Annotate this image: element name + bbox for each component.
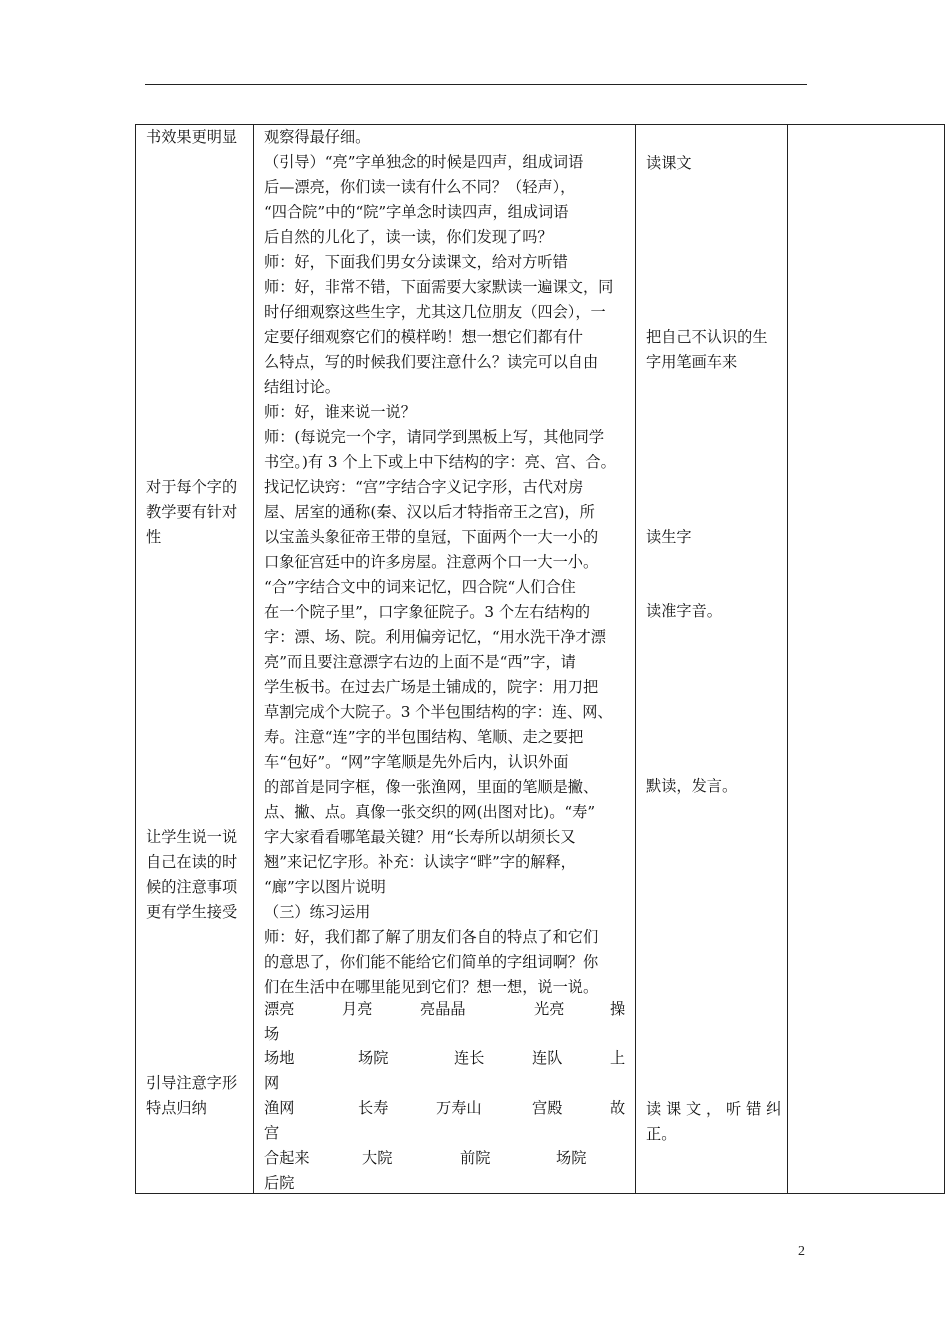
text-line: 书空。)有 3 个上下或上中下结构的字：亮、宫、合。 bbox=[264, 453, 616, 471]
teacher-activity-text bbox=[264, 125, 616, 1000]
activity-line: 读课文 bbox=[646, 154, 692, 172]
word: 漂亮 bbox=[264, 1000, 295, 1018]
student-activity-2 bbox=[646, 325, 768, 375]
note-line: 候的注意事项 bbox=[146, 878, 238, 896]
word: 大院 bbox=[362, 1149, 393, 1167]
word: 故 bbox=[610, 1099, 626, 1117]
activity-line: 读准字音。 bbox=[646, 602, 722, 620]
word: 渔网 bbox=[264, 1099, 295, 1117]
text-line: 的部首是同字框，像一张渔网，里面的笔顺是撇、 bbox=[264, 778, 599, 796]
text-line: 师：好，下面我们男女分读课文，给对方听错 bbox=[264, 253, 568, 271]
text-line: （引导）“亮”字单独念的时候是四声，组成词语 bbox=[264, 153, 584, 171]
word: 后院 bbox=[264, 1174, 295, 1192]
activity-line: 把自己不认识的生 bbox=[646, 328, 768, 346]
text-line: 口象征宫廷中的许多房屋。注意两个口一大一小。 bbox=[264, 553, 599, 571]
note-line: 更有学生接受 bbox=[146, 903, 238, 921]
word: 长寿 bbox=[358, 1099, 389, 1117]
text-line: 后自然的儿化了，读一读，你们发现了吗？ bbox=[264, 228, 553, 246]
word: 上 bbox=[610, 1049, 626, 1067]
word: 连队 bbox=[532, 1049, 563, 1067]
text-line: 结组讨论。 bbox=[264, 378, 340, 396]
activity-line: 默读，发言。 bbox=[646, 777, 738, 795]
header-rule bbox=[145, 84, 807, 85]
text-line: 屋、居室的通称(秦、汉以后才特指帝王之宫)，所 bbox=[264, 503, 595, 521]
word-row bbox=[264, 1046, 626, 1071]
word: 前院 bbox=[460, 1149, 491, 1167]
design-note-1 bbox=[146, 125, 237, 150]
column-divider bbox=[635, 125, 636, 1193]
text-line: 定要仔细观察它们的模样哟！想一想它们都有什 bbox=[264, 328, 583, 346]
student-activity-4 bbox=[646, 599, 722, 624]
word: 网 bbox=[264, 1074, 280, 1092]
note-line: 性 bbox=[146, 528, 162, 546]
text-line: 师：(每说完一个字，请同学到黑板上写，其他同学 bbox=[264, 428, 605, 446]
word-row bbox=[264, 1146, 626, 1171]
word: 连长 bbox=[454, 1049, 485, 1067]
note-line: 教学要有针对 bbox=[146, 503, 238, 521]
text-line: 找记忆诀窍：“宫”字结合字义记字形，古代对房 bbox=[264, 478, 584, 496]
text-line: 师：好，谁来说一说？ bbox=[264, 403, 416, 421]
word-row bbox=[264, 997, 626, 1022]
text-line: 草割完成个大院子。3 个半包围结构的字：连、网、 bbox=[264, 703, 613, 721]
column-divider bbox=[253, 125, 254, 1193]
text-line: 们在生活中在哪里能见到它们？想一想，说一说。 bbox=[264, 978, 599, 996]
text-line: 在一个院子里”，口字象征院子。3 个左右结构的 bbox=[264, 603, 591, 621]
activity-line: 读生字 bbox=[646, 528, 692, 546]
text-line: 学生板书。在过去广场是土铺成的，院字：用刀把 bbox=[264, 678, 599, 696]
text-line: “廊”字以图片说明 bbox=[264, 878, 386, 896]
student-activity-5 bbox=[646, 774, 737, 799]
word: 宫 bbox=[264, 1124, 280, 1142]
text-line: 的意思了，你们能不能给它们简单的字组词啊？你 bbox=[264, 953, 599, 971]
activity-line: 读 课 文 ， 听 错 纠 bbox=[646, 1100, 782, 1118]
word: 操 bbox=[610, 1000, 626, 1018]
text-line: 师：好，非常不错，下面需要大家默读一遍课文，同 bbox=[264, 278, 614, 296]
note-line: 自己在读的时 bbox=[146, 853, 238, 871]
page-number: 2 bbox=[798, 1244, 805, 1259]
word: 宫殿 bbox=[532, 1099, 563, 1117]
text-line: 后—漂亮，你们读一读有什么不同？（轻声）， bbox=[264, 178, 576, 196]
lesson-plan-table bbox=[135, 124, 945, 1194]
activity-line: 正。 bbox=[646, 1125, 677, 1143]
design-note-2 bbox=[146, 475, 237, 550]
text-line: （三）练习运用 bbox=[264, 903, 371, 921]
text-line: 字：漂、场、院。利用偏旁记忆，“用水洗干净才漂 bbox=[264, 628, 606, 646]
activity-line: 字用笔画车来 bbox=[646, 353, 738, 371]
text-line: 以宝盖头象征帝王带的皇冠，下面两个一大一小的 bbox=[264, 528, 599, 546]
text-line: 时仔细观察这些生字，尤其这几位朋友（四会），一 bbox=[264, 303, 606, 321]
design-note-3 bbox=[146, 825, 237, 925]
text-line: 字大家看看哪笔最关键？用“长寿所以胡须长又 bbox=[264, 828, 576, 846]
column-divider bbox=[787, 125, 788, 1193]
note-line: 引导注意字形 bbox=[146, 1074, 238, 1092]
text-line: 观察得最仔细。 bbox=[264, 128, 371, 146]
word: 万寿山 bbox=[436, 1099, 482, 1117]
text-line: 寿。注意“连”字的半包围结构、笔顺、走之要把 bbox=[264, 728, 584, 746]
word: 光亮 bbox=[534, 1000, 565, 1018]
text-line: 么特点，写的时候我们要注意什么？读完可以自由 bbox=[264, 353, 599, 371]
word: 合起来 bbox=[264, 1149, 310, 1167]
word: 亮晶晶 bbox=[420, 1000, 466, 1018]
student-activity-6 bbox=[646, 1097, 781, 1147]
student-activity-1 bbox=[646, 151, 692, 176]
design-note-4 bbox=[146, 1071, 237, 1121]
text-line: 师：好，我们都了解了朋友们各自的特点了和它们 bbox=[264, 928, 599, 946]
text-line: 点、撇、点。真像一张交织的网(出图对比)。“寿” bbox=[264, 803, 596, 821]
text-line: “合”字结合文中的词来记忆，四合院“人们合住 bbox=[264, 578, 576, 596]
note-line: 特点归纳 bbox=[146, 1099, 207, 1117]
text-line: 车“包好”。“网”字笔顺是先外后内，认识外面 bbox=[264, 753, 569, 771]
word: 场院 bbox=[358, 1049, 389, 1067]
word: 场 bbox=[264, 1025, 280, 1043]
note-line: 对于每个字的 bbox=[146, 478, 238, 496]
word-row bbox=[264, 1096, 626, 1121]
note-line: 书效果更明显 bbox=[146, 128, 238, 146]
student-activity-3 bbox=[646, 525, 692, 550]
text-line: 翘”来记忆字形。补充：认读字“畔”字的解释， bbox=[264, 853, 576, 871]
word: 月亮 bbox=[342, 1000, 373, 1018]
word: 场院 bbox=[556, 1149, 587, 1167]
text-line: 亮”而且要注意漂字右边的上面不是“西”字，请 bbox=[264, 653, 576, 671]
text-line: “四合院”中的“院”字单念时读四声，组成词语 bbox=[264, 203, 569, 221]
note-line: 让学生说一说 bbox=[146, 828, 238, 846]
word: 场地 bbox=[264, 1049, 295, 1067]
